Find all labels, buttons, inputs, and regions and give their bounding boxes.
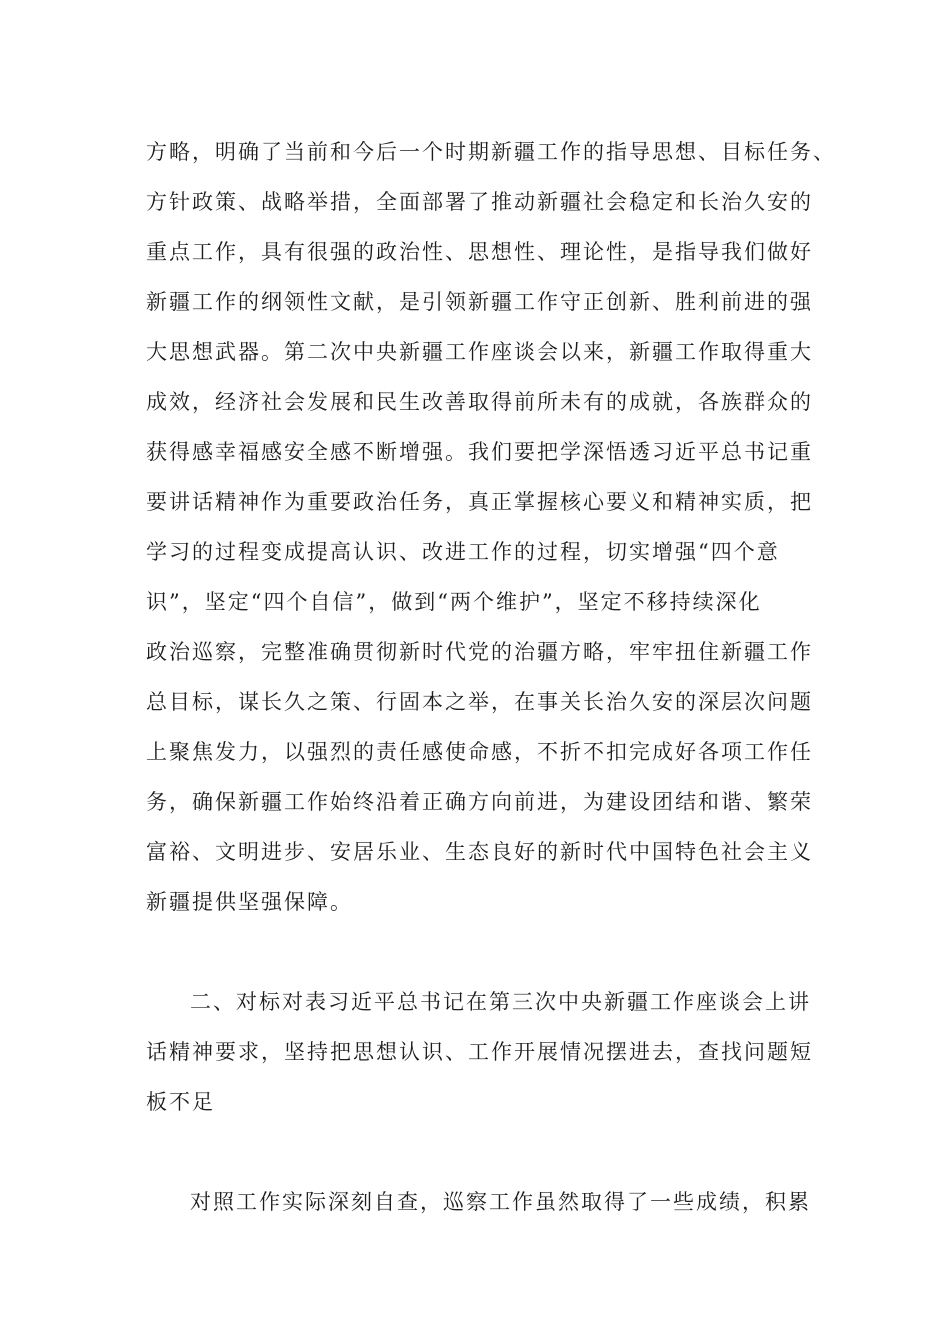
- paragraph-line: 成效，经济社会发展和民生改善取得前所未有的成就，各族群众的: [146, 390, 813, 414]
- paragraph-line: 获得感幸福感安全感不断增强。我们要把学深悟透习近平总书记重: [146, 440, 813, 464]
- paragraph-line: 新疆工作的纲领性文献，是引领新疆工作守正创新、胜利前进的强: [146, 290, 813, 314]
- heading-line: 二、对标对表习近平总书记在第三次中央新疆工作座谈会上讲: [190, 990, 811, 1014]
- heading-line: 板不足: [146, 1090, 215, 1114]
- paragraph-line: 新疆提供坚强保障。: [146, 890, 353, 914]
- paragraph-line: 对照工作实际深刻自查，巡察工作虽然取得了一些成绩，积累: [190, 1190, 811, 1214]
- paragraph-line: 政治巡察，完整准确贯彻新时代党的治疆方略，牢牢扭住新疆工作: [146, 640, 813, 664]
- paragraph-line: 总目标，谋长久之策、行固本之举，在事关长治久安的深层次问题: [146, 690, 813, 714]
- paragraph-line: 重点工作，具有很强的政治性、思想性、理论性，是指导我们做好: [146, 240, 813, 264]
- paragraph-line: 方略，明确了当前和今后一个时期新疆工作的指导思想、目标任务、: [146, 140, 836, 164]
- paragraph-line: 方针政策、战略举措，全面部署了推动新疆社会稳定和长治久安的: [146, 190, 813, 214]
- paragraph-line: 学习的过程变成提高认识、改进工作的过程，切实增强“四个意: [146, 540, 780, 564]
- paragraph-line: 识”，坚定“四个自信”，做到“两个维护”，坚定不移持续深化: [146, 590, 762, 614]
- heading-line: 话精神要求，坚持把思想认识、工作开展情况摆进去，查找问题短: [146, 1040, 813, 1064]
- paragraph-line: 要讲话精神作为重要政治任务，真正掌握核心要义和精神实质，把: [146, 490, 813, 514]
- paragraph-line: 务，确保新疆工作始终沿着正确方向前进，为建设团结和谐、繁荣: [146, 790, 813, 814]
- paragraph-line: 大思想武器。第二次中央新疆工作座谈会以来，新疆工作取得重大: [146, 340, 813, 364]
- paragraph-line: 上聚焦发力，以强烈的责任感使命感，不折不扣完成好各项工作任: [146, 740, 813, 764]
- paragraph-line: 富裕、文明进步、安居乐业、生态良好的新时代中国特色社会主义: [146, 840, 813, 864]
